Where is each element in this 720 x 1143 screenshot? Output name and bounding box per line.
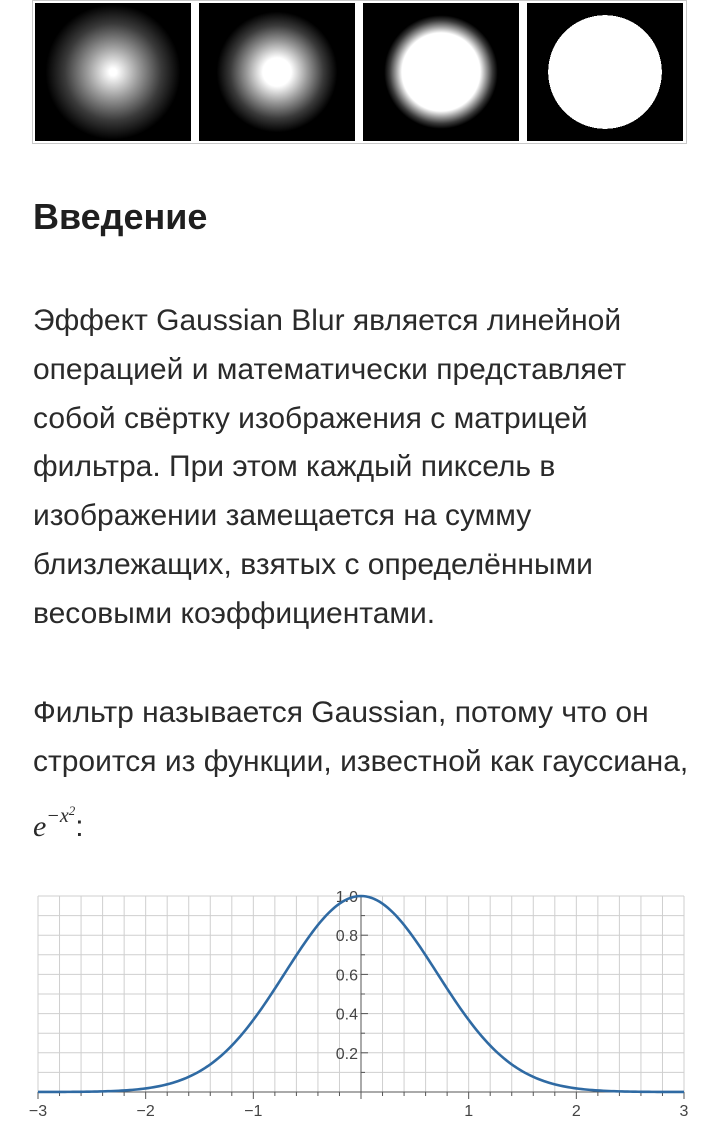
gaussian-paragraph-text: Фильтр называется Gaussian, потому что он строится из функции, известной как гауссиана, [33,696,689,778]
y-tick-label: 0.2 [335,1045,358,1063]
plot-axes [38,896,684,1099]
blur-stage-1-blob [42,3,184,141]
formula-power: 2 [68,802,76,818]
blur-stage-3-blob [370,3,512,141]
y-tick-label: 0.6 [335,967,358,985]
blur-stage-4-blob [534,3,676,141]
section-heading: Введение [33,196,208,237]
blur-tile-3 [361,1,521,143]
gaussian-formula [33,802,76,843]
blur-tile-4 [525,1,685,143]
blur-tile-2 [197,1,357,143]
y-tick-label: 0.4 [335,1006,358,1024]
formula-colon: : [75,809,84,843]
blur-stage-4-image [527,3,683,141]
x-tick-label: 2 [571,1103,581,1120]
blur-stage-3-image [363,3,519,141]
x-tick-label: 1 [464,1103,474,1120]
blur-examples-strip [32,0,687,144]
x-tick-label: −1 [244,1103,263,1120]
x-tick-label: −3 [28,1103,48,1120]
gaussian-plot-svg [0,880,720,1143]
blur-tile-1 [33,1,193,143]
blur-stage-2-blob [206,3,348,141]
blur-stage-1-image [35,3,191,141]
gaussian-paragraph [33,689,693,851]
formula-exponent: −x [46,804,69,827]
formula-base: e [33,809,47,843]
x-tick-label: −2 [136,1103,155,1120]
y-tick-label: 1.0 [335,889,358,906]
intro-paragraph: Эффект Gaussian Blur является линейной операцией и математически представляет собой свёртку изображения с матрицей фильтра. При этом каждый пиксель в изображении замещается на сумму близлежащих, взятых с определёнными весовыми коэффициентами. [33,304,627,630]
y-tick-label: 0.8 [335,928,358,946]
blur-stage-2-image [199,3,355,141]
x-tick-label: 3 [679,1103,689,1120]
gaussian-plot [0,880,720,1143]
